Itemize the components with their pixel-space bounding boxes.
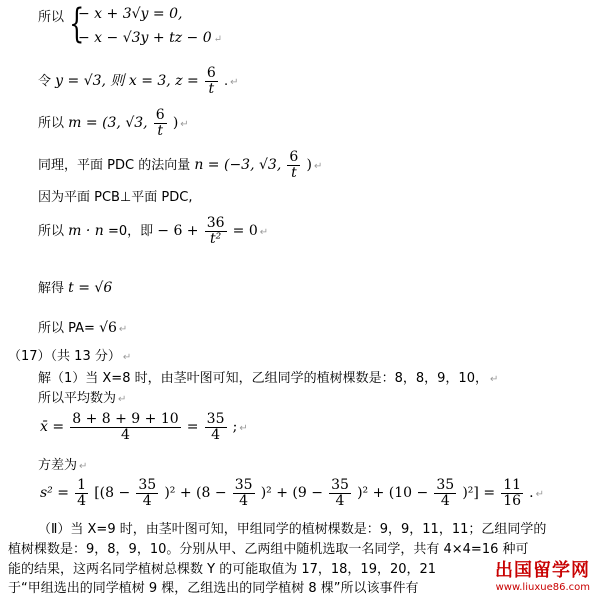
line-part-2-c: 能的结果，这两名同学植树总棵数 Y 的可能取值为 17，18，19，20，21 <box>8 562 437 577</box>
line-so-system <box>38 10 64 26</box>
line-solution-1: 解（1）当 X=8 时，由茎叶图可知，乙组同学的植树棵数是：8，8，9，10， ↵ <box>38 371 499 386</box>
line-m-vector: 所以 m = (3, √3, $\frac{6}{t}$ ) ↵ <box>38 107 189 139</box>
line-perpendicular: 因为平面 PCB⊥平面 PDC, <box>38 190 193 205</box>
line-let: 令 y = √3, 则 x = 3, z = $\frac{6}{t}$ . ↵ <box>38 65 239 97</box>
line-pa: 所以 PA= √6 ↵ <box>38 320 128 336</box>
line-dot-product: 所以 m · n =0，即 − 6 + $\frac{36}{\text{t²}}$ = 0 ↵ <box>38 215 269 247</box>
watermark-url: www.liuxue86.com <box>495 582 590 593</box>
line-part-2-d: 于“甲组选出的同学植树 9 棵，乙组选出的同学植树 8 棵”所以该事件有 <box>8 581 419 596</box>
equation-2: − x − √3y + tz − 0 ↵ <box>78 30 223 46</box>
line-mean-label: 所以平均数为 ↵ <box>38 391 127 406</box>
line-normal-vector: 同理，平面 PDC 的法向量 n = (−3, √3, $\frac{6}{t}$ ) ↵ <box>38 149 323 181</box>
watermark-title: 出国留学网 <box>495 560 590 581</box>
line-variance-label: 方差为 ↵ <box>38 458 88 473</box>
watermark-logo <box>495 556 590 593</box>
line-part-2-b: 植树棵数是：9，8，9，10。分别从甲、乙两组中随机选取一名同学，共有 4×4=16 种可 <box>8 542 529 557</box>
line-variance-formula: s² = $\frac{1}{4}$ [(8 − $\frac{35}{4}$ )² + (8 − $\frac{35}{4}$ )² + (9 − $\frac{35}{4}$ )² + (10 − $\frac{35}{4}$ )²] = $\frac{11}{16}$ . ↵ <box>40 477 545 509</box>
brace-icon: { <box>69 1 85 47</box>
problem-17-header: （17）（共 13 分） ↵ <box>8 349 132 364</box>
equation-1: − x + 3√y = 0, <box>78 6 183 22</box>
line-solve-t: 解得 t = √6 <box>38 280 113 296</box>
line-mean-formula: x̄ = $\frac{8 + 8 + 9 + 10}{4}$ = $\frac{35}{4}$ ; ↵ <box>40 411 248 443</box>
text-so: 所以 <box>38 10 65 25</box>
line-part-2-a: （Ⅱ）当 X=9 时，由茎叶图可知，甲组同学的植树棵数是：9，9，11，11；乙组同学的 <box>38 522 547 537</box>
